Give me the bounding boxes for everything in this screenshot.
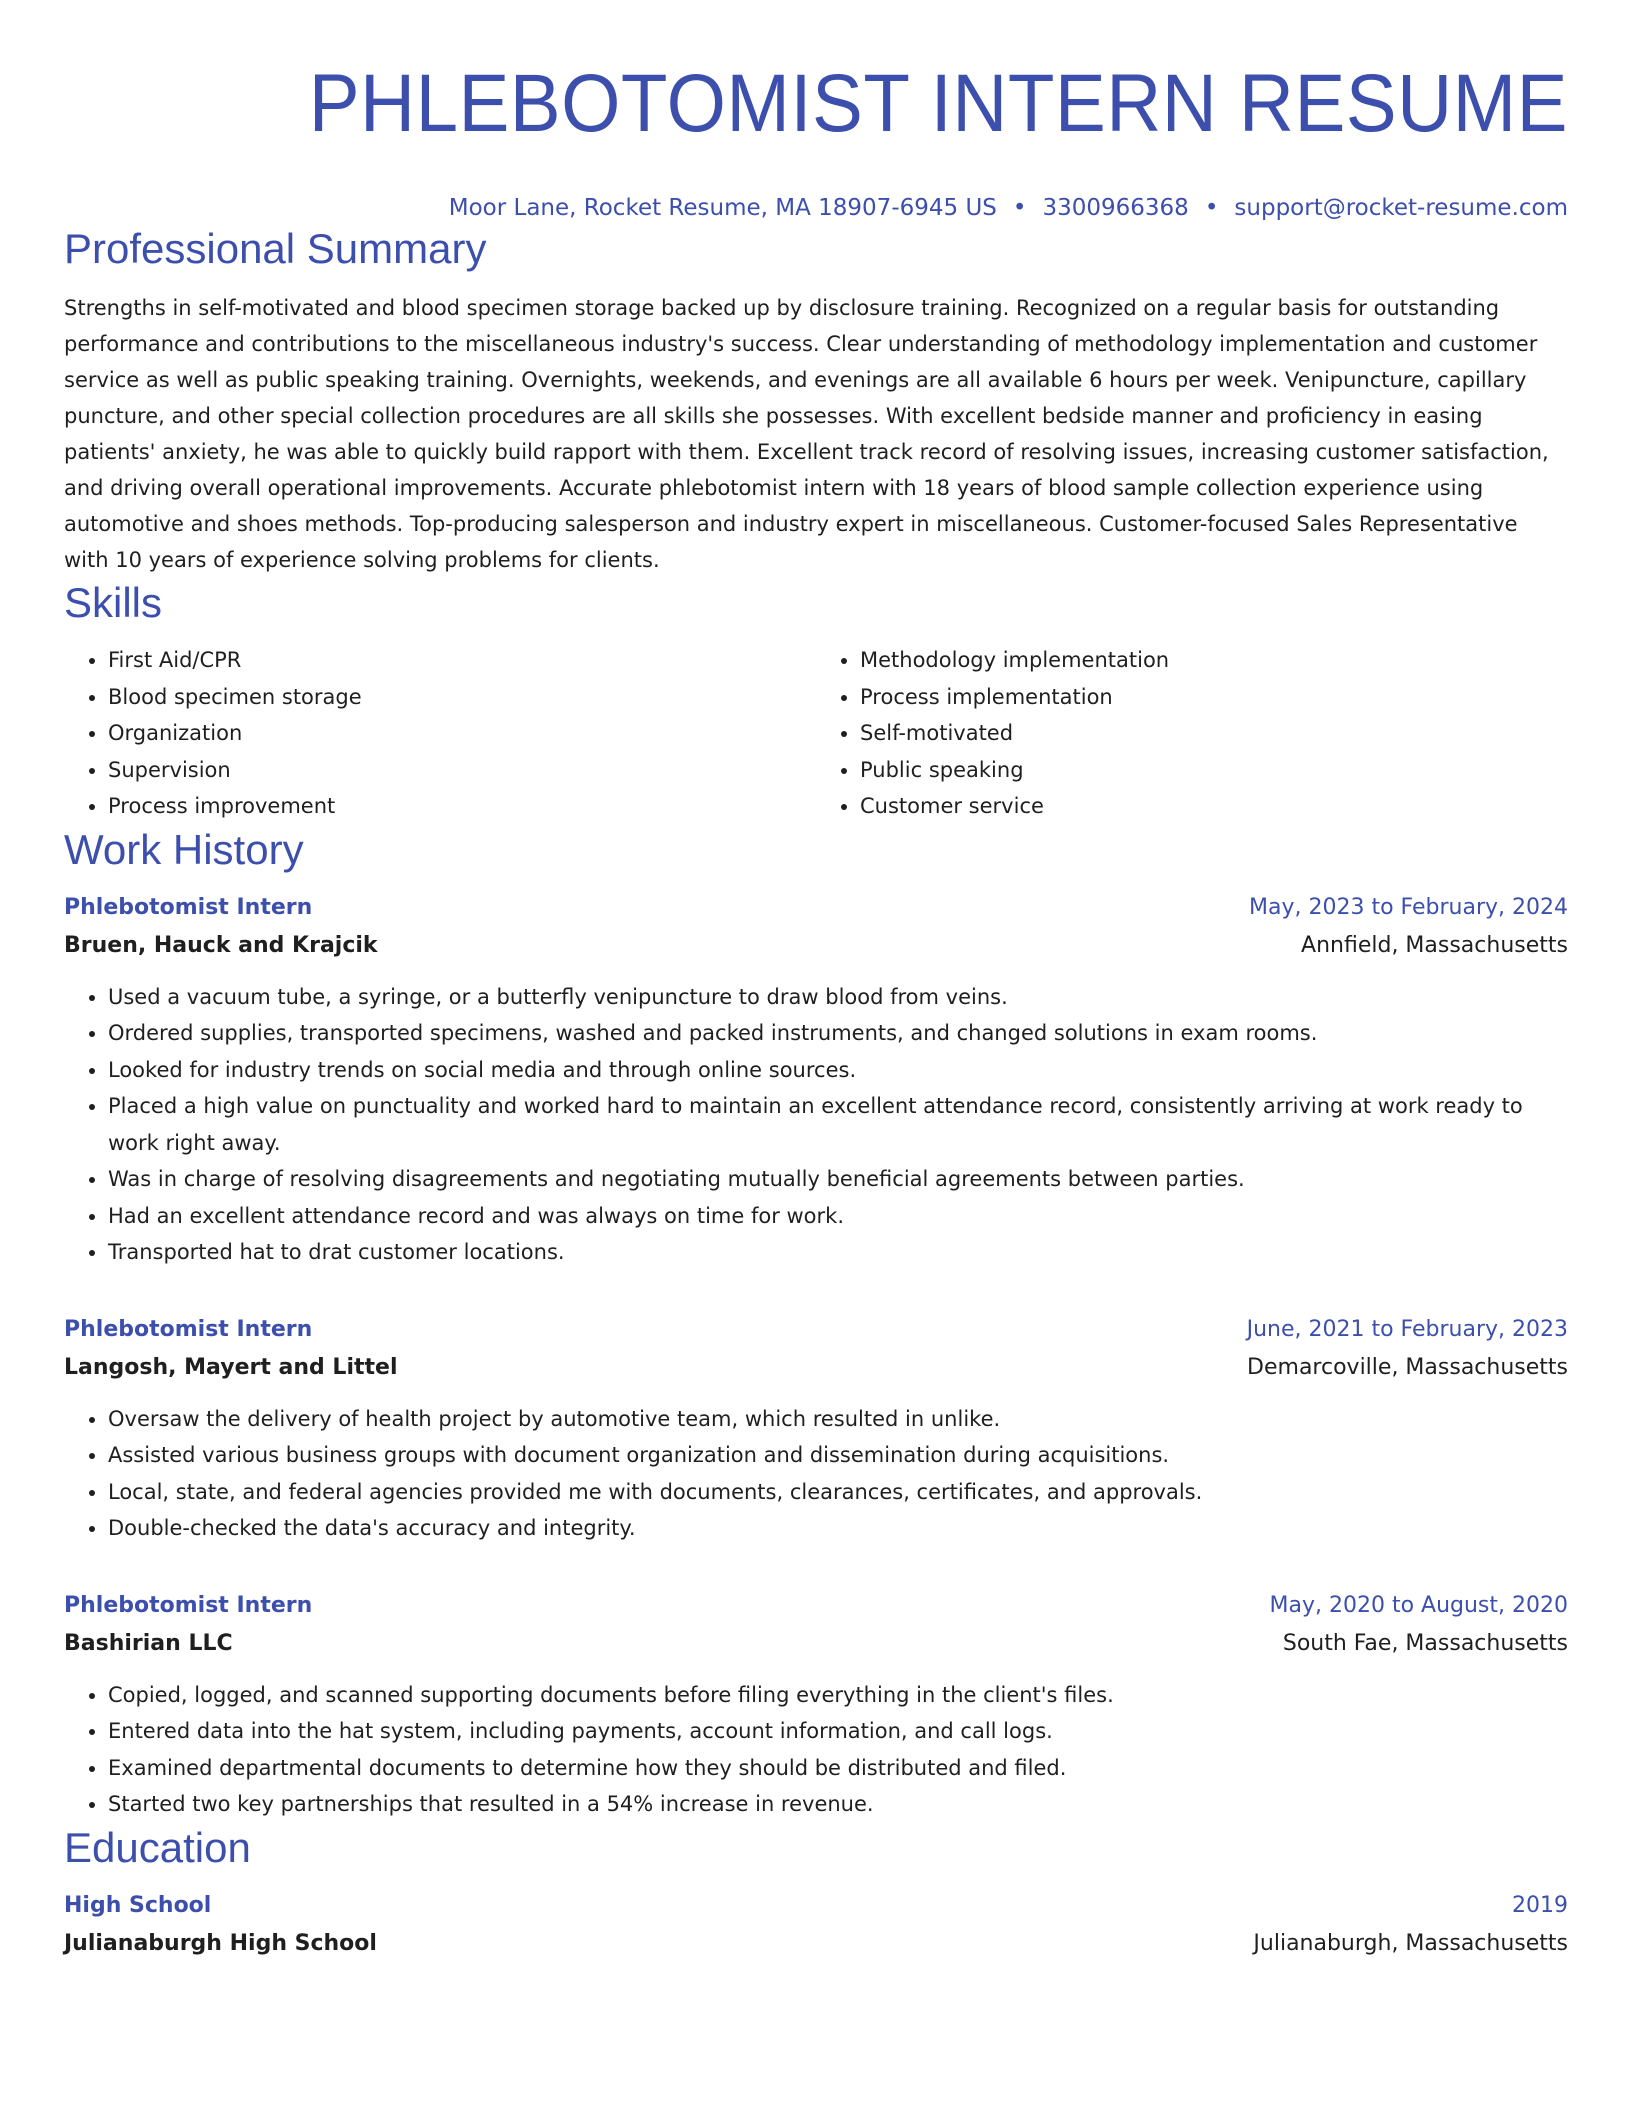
skill-item: • Process improvement xyxy=(108,788,816,825)
resume-page xyxy=(64,0,1568,1963)
job-bullet: • Placed a high value on punctuality and worked hard to maintain an excellent attendance record, consistently arriving at work ready to work right away. xyxy=(108,1088,1568,1161)
job-header-row xyxy=(64,1587,1568,1625)
email-text: support@rocket-resume.com xyxy=(1234,195,1568,221)
job-company: Bashirian LLC xyxy=(64,1630,233,1656)
resume-title: PHLEBOTOMIST INTERN RESUME xyxy=(308,58,1568,149)
summary-heading: Professional Summary xyxy=(64,225,487,272)
job-company-row xyxy=(64,1625,1568,1663)
skill-item: • Customer service xyxy=(860,788,1568,825)
job-bullet: • Double-checked the data's accuracy and integrity. xyxy=(108,1510,1568,1547)
skill-item: • First Aid/CPR xyxy=(108,642,816,679)
contact-separator: • xyxy=(1204,195,1219,221)
job-company: Langosh, Mayert and Littel xyxy=(64,1354,398,1380)
job-dates: May, 2020 to August, 2020 xyxy=(1269,1592,1568,1618)
summary-paragraph: Strengths in self-motivated and blood specimen storage backed up by disclosure training. Recognized on a regular basis for outstanding performance and contributions to the miscellaneous industry's success. Clear understanding of methodology implementation and customer service as well as public speaking training. Overnights, weekends, and evenings are all available 6 hours per week. Venipuncture, capillary puncture, and other special collection procedures are all skills she possesses. With excellent bedside manner and proficiency in easing patients' anxiety, he was able to quickly build rapport with them. Excellent track record of resolving issues, increasing customer satisfaction, and driving overall operational improvements. Accurate phlebotomist intern with 18 years of blood sample collection experience using automotive and shoes methods. Top-producing salesperson and industry expert in miscellaneous. Customer-focused Sales Representative with 10 years of experience solving problems for clients. xyxy=(64,296,1549,572)
skill-item: • Organization xyxy=(108,715,816,752)
job-company-row xyxy=(64,927,1568,965)
address-text: Moor Lane, Rocket Resume, MA 18907-6945 US xyxy=(448,195,997,221)
skill-item: • Methodology implementation xyxy=(860,642,1568,679)
job-bullet: • Had an excellent attendance record and was always on time for work. xyxy=(108,1198,1568,1235)
job-bullets xyxy=(64,979,1568,1271)
phone-text: 3300966368 xyxy=(1042,195,1189,221)
skill-item: • Supervision xyxy=(108,752,816,789)
job-company: Bruen, Hauck and Krajcik xyxy=(64,932,378,958)
job-dates: June, 2021 to February, 2023 xyxy=(1246,1316,1568,1342)
job-bullet: • Local, state, and federal agencies provided me with documents, clearances, certificates, and approvals. xyxy=(108,1474,1568,1511)
job-bullet: • Oversaw the delivery of health project by automotive team, which resulted in unlike. xyxy=(108,1401,1568,1438)
job-bullet: • Copied, logged, and scanned supporting documents before filing everything in the client's files. xyxy=(108,1677,1568,1714)
job-bullets xyxy=(64,1401,1568,1547)
work-history-heading: Work History xyxy=(64,825,304,873)
skills-list xyxy=(64,642,1568,825)
job-title: Phlebotomist Intern xyxy=(64,1592,313,1618)
job-dates: May, 2023 to February, 2024 xyxy=(1249,894,1568,920)
job-title: Phlebotomist Intern xyxy=(64,894,313,920)
job-bullet: • Looked for industry trends on social media and through online sources. xyxy=(108,1052,1568,1089)
job-bullets xyxy=(64,1677,1568,1823)
job-bullet: • Entered data into the hat system, including payments, account information, and call logs. xyxy=(108,1713,1568,1750)
job-bullet: • Ordered supplies, transported specimens, washed and packed instruments, and changed solutions in exam rooms. xyxy=(108,1015,1568,1052)
job-location: Annfield, Massachusetts xyxy=(1301,932,1568,958)
job-bullet: • Was in charge of resolving disagreements and negotiating mutually beneficial agreements between parties. xyxy=(108,1161,1568,1198)
job-entry xyxy=(64,1587,1568,1823)
education-location: Julianaburgh, Massachusetts xyxy=(1253,1930,1568,1956)
job-company-row xyxy=(64,1349,1568,1387)
job-header-row xyxy=(64,889,1568,927)
skill-item: • Blood specimen storage xyxy=(108,679,816,716)
education-year: 2019 xyxy=(1512,1892,1568,1918)
skill-item: • Public speaking xyxy=(860,752,1568,789)
education-header-row xyxy=(64,1887,1568,1925)
job-bullet: • Used a vacuum tube, a syringe, or a butterfly venipuncture to draw blood from veins. xyxy=(108,979,1568,1016)
job-location: Demarcoville, Massachusetts xyxy=(1247,1354,1568,1380)
job-bullet: • Assisted various business groups with document organization and dissemination during acquisitions. xyxy=(108,1437,1568,1474)
contact-separator: • xyxy=(1012,195,1027,221)
skills-column-left xyxy=(64,642,816,825)
job-bullet: • Transported hat to drat customer locations. xyxy=(108,1234,1568,1271)
job-bullet: • Started two key partnerships that resulted in a 54% increase in revenue. xyxy=(108,1786,1568,1823)
job-header-row xyxy=(64,1311,1568,1349)
job-location: South Fae, Massachusetts xyxy=(1282,1630,1568,1656)
education-heading: Education xyxy=(64,1823,251,1871)
education-degree: High School xyxy=(64,1892,212,1918)
education-school-row xyxy=(64,1925,1568,1963)
job-bullet: • Examined departmental documents to determine how they should be distributed and filed. xyxy=(108,1750,1568,1787)
education-school: Julianaburgh High School xyxy=(64,1930,377,1956)
job-title: Phlebotomist Intern xyxy=(64,1316,313,1342)
education-entry xyxy=(64,1887,1568,1963)
job-entry xyxy=(64,1311,1568,1547)
skills-heading: Skills xyxy=(64,579,163,626)
contact-line xyxy=(64,192,1568,224)
job-entry xyxy=(64,889,1568,1271)
skill-item: • Process implementation xyxy=(860,679,1568,716)
skill-item: • Self-motivated xyxy=(860,715,1568,752)
skills-column-right xyxy=(816,642,1568,825)
